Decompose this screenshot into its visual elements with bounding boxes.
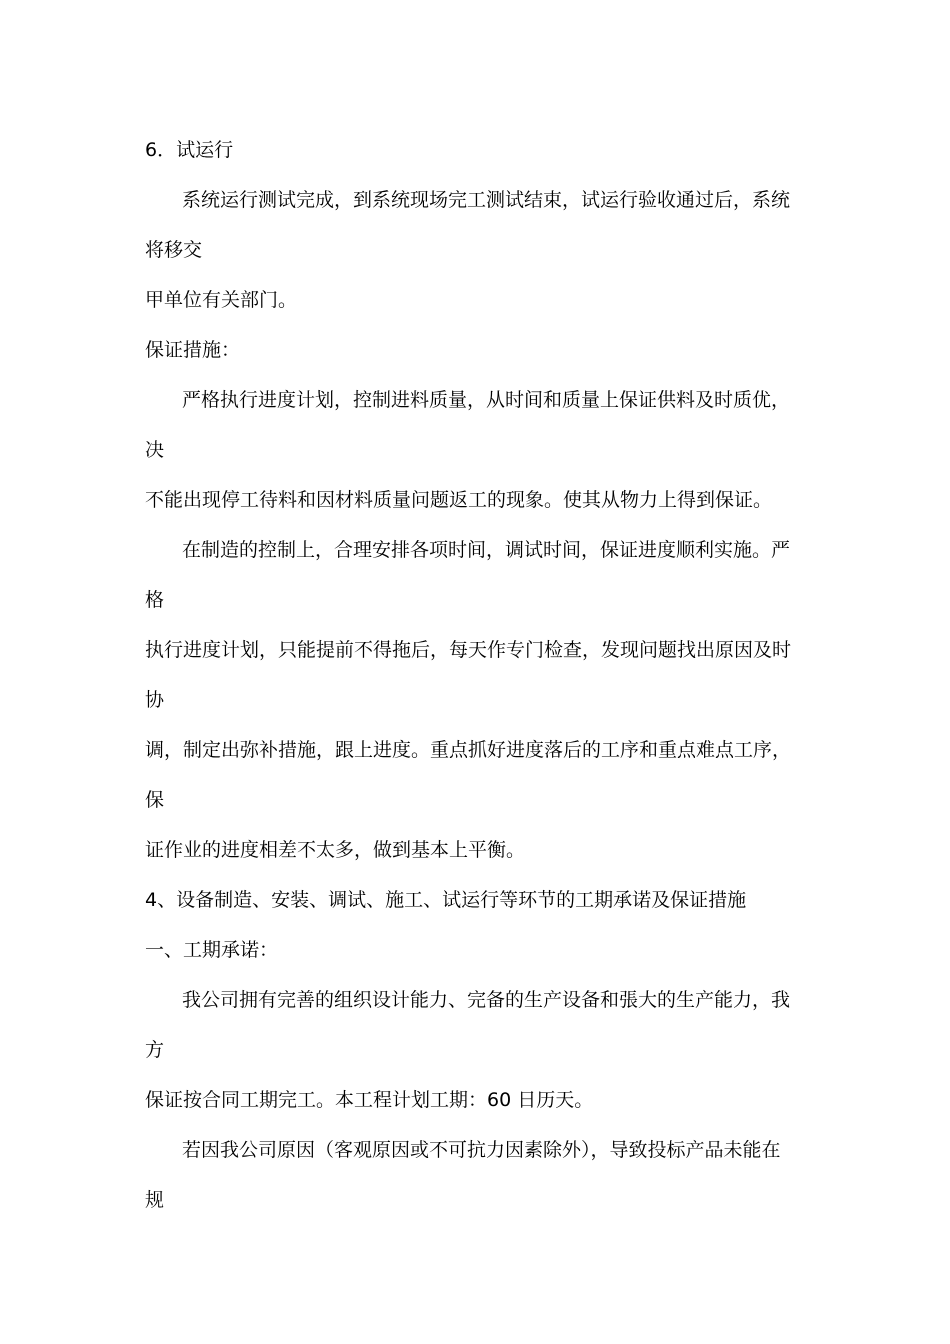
paragraph-line: 若因我公司原因（客观原因或不可抗力因素除外），导致投标产品未能在 xyxy=(182,1139,781,1161)
paragraph-line: 决 xyxy=(145,439,165,461)
subheading: 保证措施： xyxy=(145,339,241,361)
paragraph-line: 系统运行测试完成，到系统现场完工测试结束，试运行验收通过后，系统 xyxy=(182,189,791,211)
paragraph-line: 甲单位有关部门。 xyxy=(145,289,298,311)
section-heading: 6．试运行 xyxy=(145,139,234,161)
paragraph-line: 格 xyxy=(145,589,165,611)
paragraph-line: 不能出现停工待料和因材料质量问题返工的现象。使其从物力上得到保证。 xyxy=(145,489,773,511)
paragraph-line: 证作业的进度相差不太多，做到基本上平衡。 xyxy=(145,839,526,861)
section-heading: 4、设备制造、安装、调试、施工、试运行等环节的工期承诺及保证措施 xyxy=(145,889,747,911)
paragraph-line: 在制造的控制上，合理安排各项时间，调试时间，保证进度顺利实施。严 xyxy=(182,539,791,561)
paragraph-line: 将移交 xyxy=(145,239,203,261)
paragraph-line: 调，制定出弥补措施，跟上进度。重点抓好进度落后的工序和重点难点工序， xyxy=(145,739,792,761)
subheading: 一、工期承诺： xyxy=(145,939,279,961)
paragraph-line: 保 xyxy=(145,789,165,811)
paragraph-line: 严格执行进度计划，控制进料质量，从时间和质量上保证供料及时质优， xyxy=(182,389,791,411)
paragraph-line: 我公司拥有完善的组织设计能力、完备的生产设备和張大的生产能力，我 xyxy=(182,989,791,1011)
paragraph-line: 规 xyxy=(145,1189,165,1211)
paragraph-line: 保证按合同工期完工。本工程计划工期：60 日历天。 xyxy=(145,1089,594,1111)
paragraph-line: 执行进度计划，只能提前不得拖后，每天作专门检查，发现问题找出原因及时 xyxy=(145,639,792,661)
paragraph-line: 协 xyxy=(145,689,165,711)
paragraph-line: 方 xyxy=(145,1039,165,1061)
